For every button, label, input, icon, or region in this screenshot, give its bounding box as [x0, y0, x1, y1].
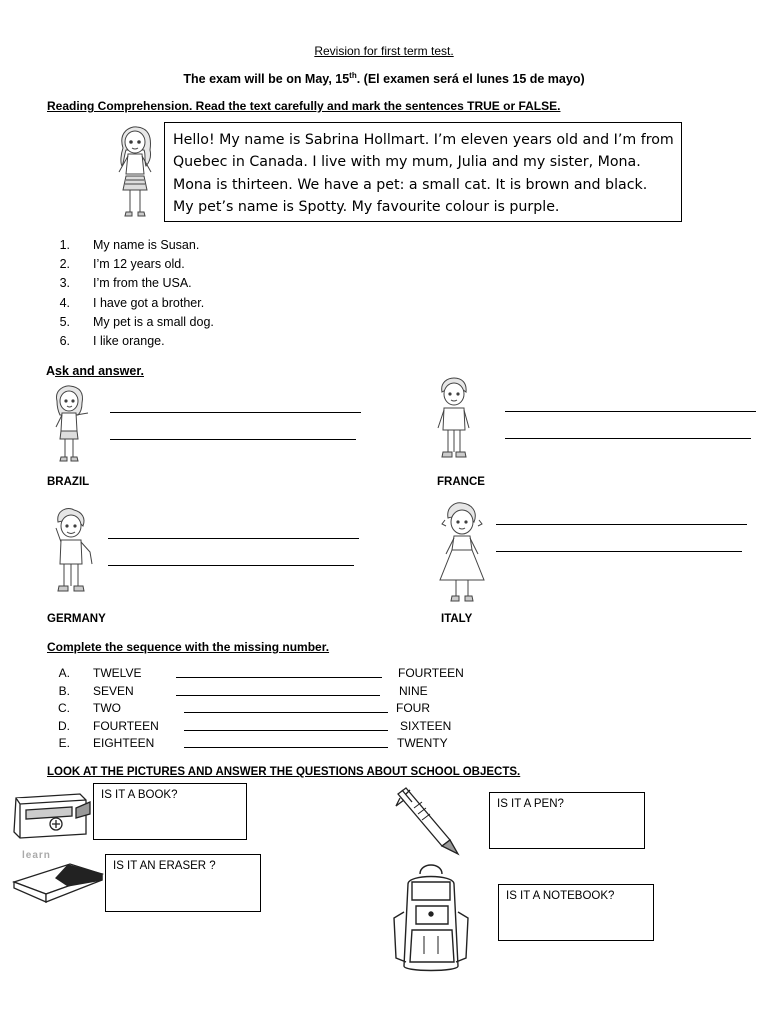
list-item: 2. I’m 12 years old. [59, 257, 185, 272]
sequence-blank-d[interactable] [184, 730, 388, 731]
list-item: B. SEVEN NINE [58, 683, 428, 698]
reading-text-box [164, 122, 682, 222]
sabrina-girl-illustration [110, 124, 160, 224]
exam-date-prefix: The exam will be on May, 15 [183, 72, 350, 87]
question-box-book[interactable]: IS IT A BOOK? [93, 783, 247, 840]
answer-line-brazil-2[interactable] [110, 439, 356, 440]
school-heading: LOOK AT THE PICTURES AND ANSWER THE QUESTIONS ABOUT SCHOOL OBJECTS. [47, 766, 521, 778]
reading-line-2: Quebec in Canada. I live with my mum, Julia and my sister, Mona. [173, 154, 641, 171]
sequence-blank-c[interactable] [184, 712, 388, 713]
sharpener-icon [10, 786, 92, 842]
list-item: D. FOURTEEN SIXTEEN [58, 718, 452, 733]
answer-line-italy-2[interactable] [496, 551, 742, 552]
answer-line-brazil-1[interactable] [110, 412, 361, 413]
answer-line-germany-2[interactable] [108, 565, 354, 566]
list-item: E. EIGHTEEN TWENTY [58, 736, 448, 751]
italy-girl-illustration [432, 502, 492, 607]
question-box-notebook[interactable]: IS IT A NOTEBOOK? [498, 884, 654, 941]
question-box-eraser[interactable]: IS IT AN ERASER ? [105, 854, 261, 912]
brazil-girl-illustration [48, 385, 93, 465]
reading-line-4: My pet’s name is Spotty. My favourite colour is purple. [173, 199, 560, 216]
backpack-icon [390, 862, 472, 980]
ask-answer-heading: Ask and answer. [46, 364, 144, 378]
list-item: 1. My name is Susan. [59, 238, 200, 252]
sequence-blank-e[interactable] [184, 747, 388, 748]
question-box-pen[interactable]: IS IT A PEN? [489, 792, 645, 849]
exam-date-line [0, 71, 768, 86]
list-item: 6. I like orange. [59, 333, 165, 348]
list-item: 4. I have got a brother. [59, 295, 205, 310]
exam-date-suffix: . (El examen será el lunes 15 de mayo) [356, 72, 585, 87]
sequence-blank-b[interactable] [176, 695, 380, 696]
eraser-icon [10, 856, 106, 906]
list-item: 5. My pet is a small dog. [59, 314, 214, 329]
list-item: C. TWO FOUR [58, 701, 430, 716]
reading-heading: Reading Comprehension. Read the text carefully and mark the sentences TRUE or FALSE. [47, 99, 561, 113]
answer-line-germany-1[interactable] [108, 538, 359, 539]
country-germany: GERMANY [47, 613, 106, 625]
germany-boy-illustration [46, 508, 96, 598]
reading-line-3: Mona is thirteen. We have a pet: a small cat. It is brown and black. [173, 176, 648, 193]
statements-list [46, 236, 214, 351]
sequence-blank-a[interactable] [176, 677, 382, 678]
country-brazil: BRAZIL [47, 476, 90, 488]
france-boy-illustration [432, 378, 477, 463]
sequence-heading: Complete the sequence with the missing number. [47, 640, 330, 654]
page-title: Revision for first term test. [314, 44, 454, 58]
list-item: A. TWELVE FOURTEEN [58, 666, 464, 680]
sequence-list [48, 665, 464, 753]
answer-line-italy-1[interactable] [496, 524, 747, 525]
country-france: FRANCE [437, 476, 485, 488]
list-item: 3. I’m from the USA. [59, 276, 192, 291]
reading-line-1: Hello! My name is Sabrina Hollmart. I’m eleven years old and I’m from [173, 132, 674, 148]
eraser-brand-label: learn [22, 850, 51, 861]
country-italy: ITALY [441, 613, 473, 625]
answer-line-france-1[interactable] [505, 411, 756, 412]
exam-date-sup: th [349, 71, 357, 80]
answer-line-france-2[interactable] [505, 438, 751, 439]
pen-icon [392, 784, 462, 856]
